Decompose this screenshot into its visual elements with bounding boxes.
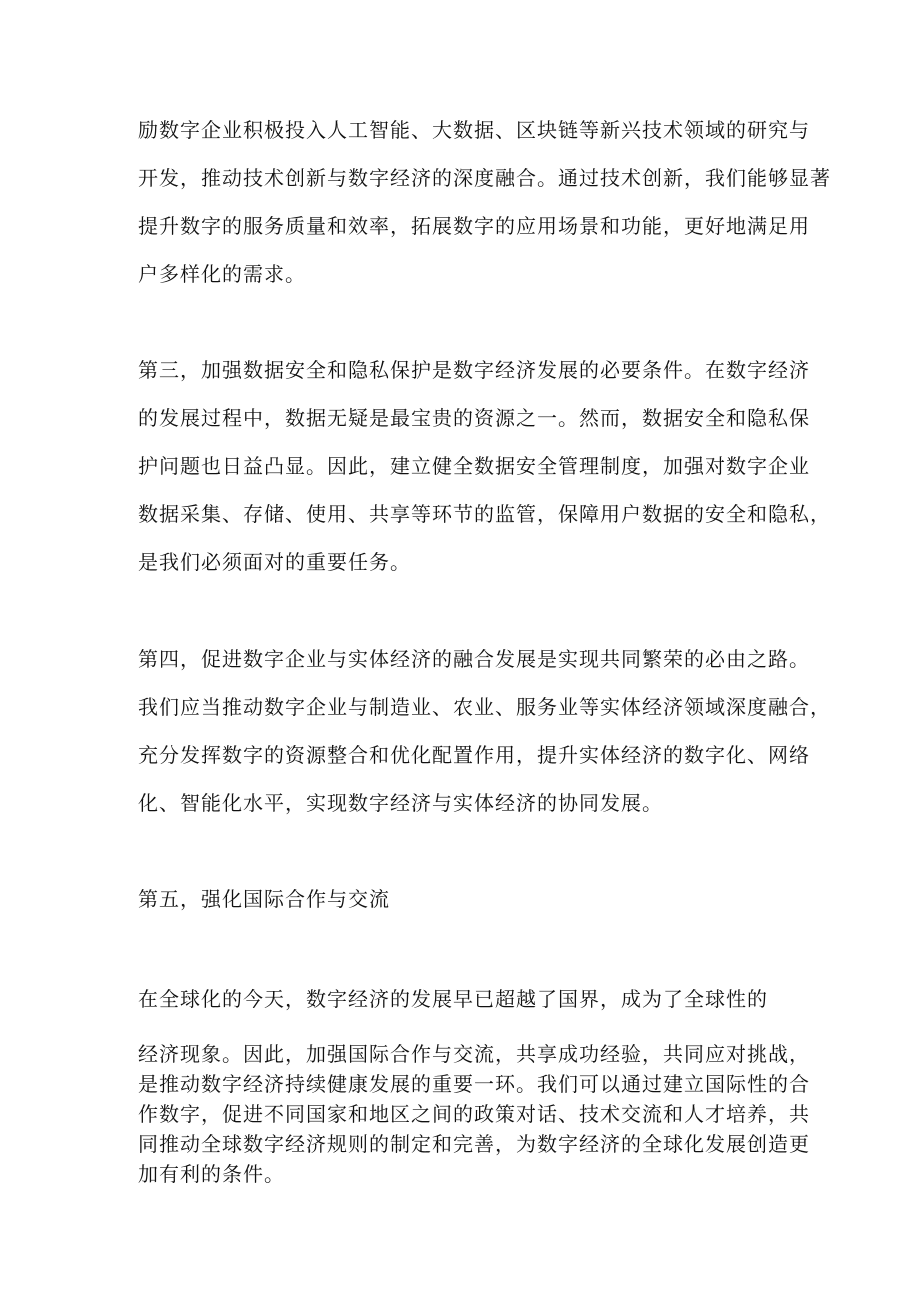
paragraph-3-line-4: 化、智能化水平，实现数字经济与实体经济的协同发展。 <box>138 791 663 815</box>
paragraph-4-line-4: 作数字，促进不同国家和地区之间的政策对话、技术交流和人才培养，共 <box>138 1102 810 1126</box>
paragraph-2-line-4: 数据采集、存储、使用、共享等环节的监管，保障用户数据的安全和隐私， <box>138 502 831 526</box>
paragraph-1-line-1: 励数字企业积极投入人工智能、大数据、区块链等新兴技术领域的研究与 <box>138 118 810 142</box>
paragraph-1-line-3: 提升数字的服务质量和效率，拓展数字的应用场景和功能，更好地满足用 <box>138 214 810 238</box>
paragraph-1-line-4: 户多样化的需求。 <box>138 262 306 286</box>
paragraph-2-line-1: 第三，加强数据安全和隐私保护是数字经济发展的必要条件。在数字经济 <box>138 358 810 382</box>
paragraph-4-line-3: 是推动数字经济持续健康发展的重要一环。我们可以通过建立国际性的合 <box>138 1072 810 1096</box>
paragraph-3-line-1: 第四，促进数字企业与实体经济的融合发展是实现共同繁荣的必由之路。 <box>138 647 810 671</box>
paragraph-2-line-2: 的发展过程中，数据无疑是最宝贵的资源之一。然而，数据安全和隐私保 <box>138 406 810 430</box>
paragraph-4-line-2: 经济现象。因此，加强国际合作与交流，共享成功经验，共同应对挑战， <box>138 1042 810 1066</box>
paragraph-2-line-3: 护问题也日益凸显。因此，建立健全数据安全管理制度，加强对数字企业 <box>138 454 810 478</box>
paragraph-1-line-2: 开发，推动技术创新与数字经济的深度融合。通过技术创新，我们能够显著 <box>138 166 831 190</box>
paragraph-3-line-3: 充分发挥数字的资源整合和优化配置作用，提升实体经济的数字化、网络 <box>138 743 810 767</box>
paragraph-4-line-6: 加有利的条件。 <box>138 1162 285 1186</box>
paragraph-2-line-5: 是我们必须面对的重要任务。 <box>138 550 411 574</box>
paragraph-4-line-1: 在全球化的今天，数字经济的发展早已超越了国界，成为了全球性的 <box>138 987 768 1011</box>
paragraph-4-line-5: 同推动全球数字经济规则的制定和完善，为数字经济的全球化发展创造更 <box>138 1132 810 1156</box>
section-heading-5: 第五，强化国际合作与交流 <box>138 887 390 911</box>
paragraph-3-line-2: 我们应当推动数字企业与制造业、农业、服务业等实体经济领域深度融合， <box>138 695 831 719</box>
